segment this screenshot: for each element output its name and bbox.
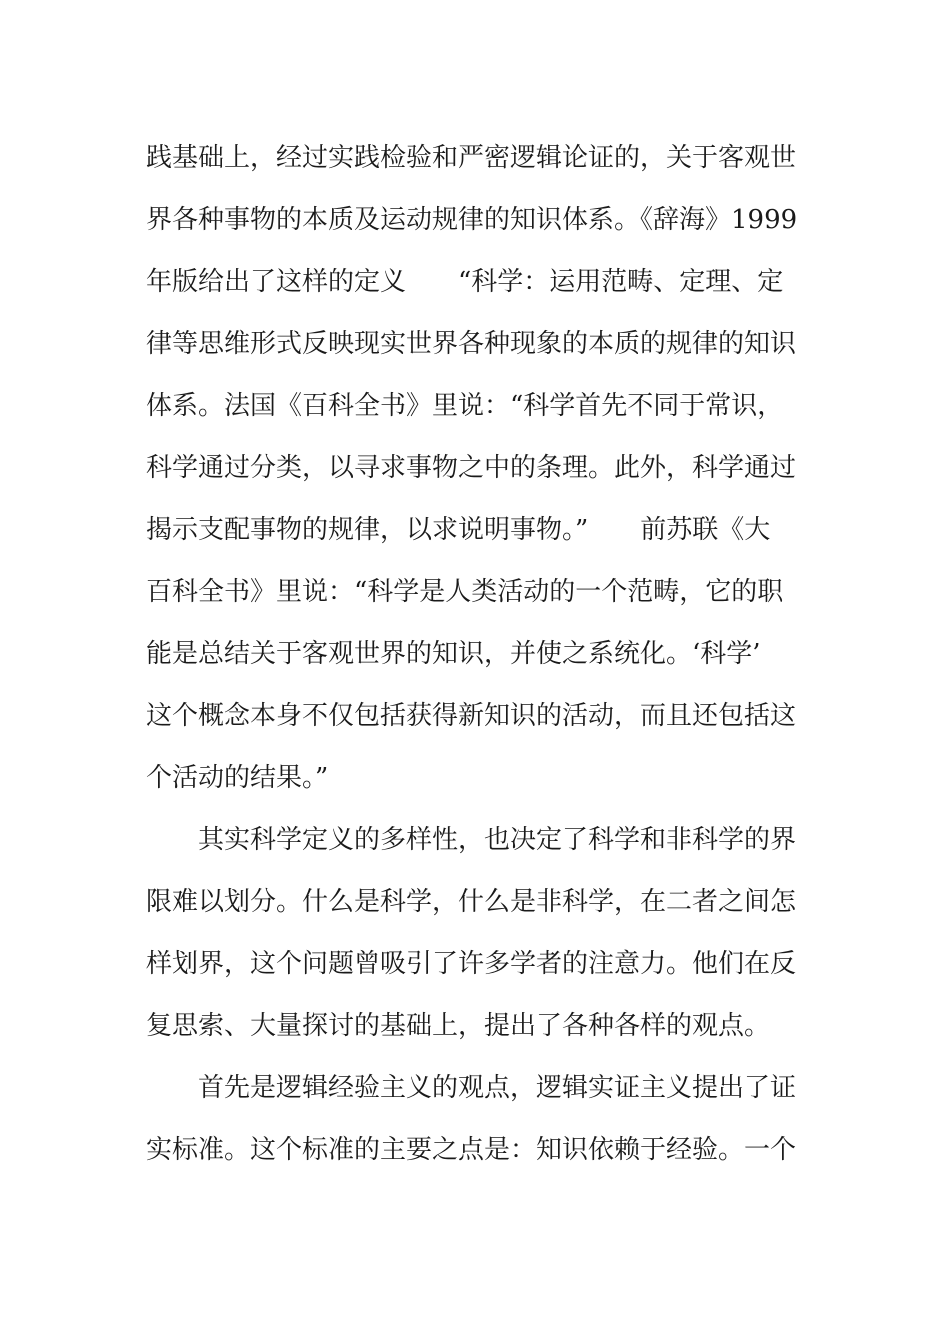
text-line: 个活动的结果。” <box>146 763 329 793</box>
text-line: 践基础上，经过实践检验和严密逻辑论证的，关于客观世 <box>146 143 797 173</box>
text-line: 界各种事物的本质及运动规律的知识体系。《辞海》1999 <box>146 205 798 235</box>
text-line: 揭示支配事物的规律，以求说明事物。” 前苏联《大 <box>146 515 771 545</box>
text-line: 年版给出了这样的定义 “科学：运用范畴、定理、定 <box>146 267 784 297</box>
text-line: 这个概念本身不仅包括获得新知识的活动，而且还包括这 <box>146 701 797 731</box>
paragraph-start-line: 其实科学定义的多样性，也决定了科学和非科学的界 <box>198 825 797 855</box>
text-line: 体系。法国《百科全书》里说：“科学首先不同于常识， <box>146 391 784 421</box>
text-line: 能是总结关于客观世界的知识，并使之系统化。‘科学’ <box>146 639 761 669</box>
text-line: 限难以划分。什么是科学，什么是非科学，在二者之间怎 <box>146 887 797 917</box>
text-line: 百科全书》里说：“科学是人类活动的一个范畴，它的职 <box>146 577 784 607</box>
text-line: 律等思维形式反映现实世界各种现象的本质的规律的知识 <box>146 329 797 359</box>
paragraph-start-line: 首先是逻辑经验主义的观点，逻辑实证主义提出了证 <box>198 1073 797 1103</box>
text-line: 科学通过分类，以寻求事物之中的条理。此外，科学通过 <box>146 453 797 483</box>
text-line: 实标准。这个标准的主要之点是：知识依赖于经验。一个 <box>146 1135 797 1165</box>
text-line: 样划界，这个问题曾吸引了许多学者的注意力。他们在反 <box>146 949 797 979</box>
text-line: 复思索、大量探讨的基础上，提出了各种各样的观点。 <box>146 1011 771 1041</box>
body-text <box>146 127 806 1181</box>
